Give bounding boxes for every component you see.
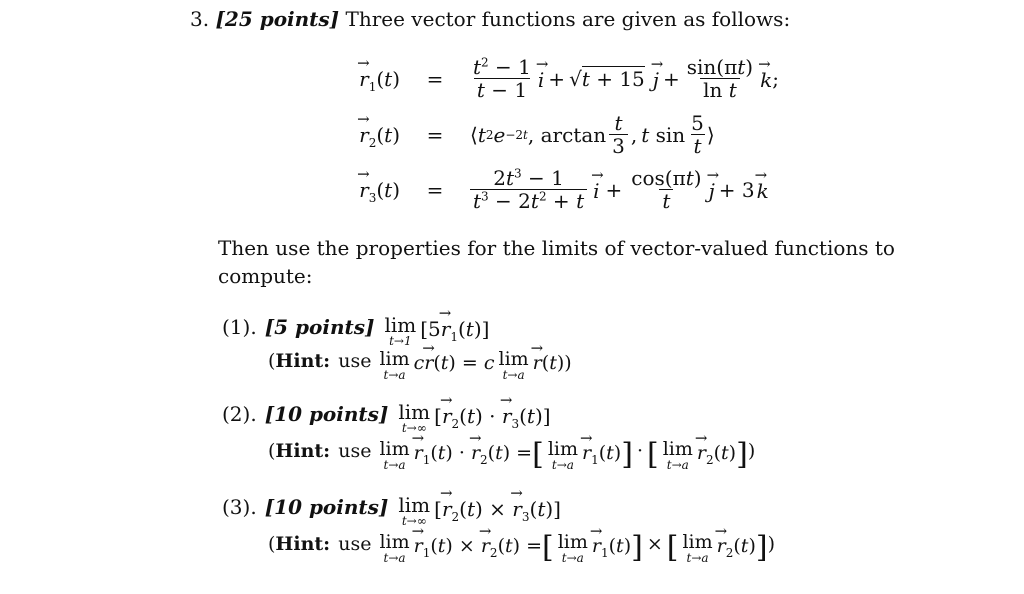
part-3-hint-label: Hint:	[275, 533, 331, 555]
part-1-hint-label: Hint:	[275, 350, 331, 372]
problem-number: 3.	[190, 7, 210, 31]
r3-lhs: → $r_3(t)$	[330, 176, 400, 205]
part-3-points: [10 points]	[264, 495, 389, 519]
equation-r2	[330, 108, 715, 162]
r2-rhs: ⟨ t 2 e −2t , arctan $\frac{t}{3}$ , t sin $\frac{5}{t}$ ⟩	[470, 111, 715, 158]
instruction-line2: compute:	[218, 264, 313, 288]
part-2-lim-sub: t→∞	[401, 421, 427, 435]
equation-r1	[330, 52, 779, 106]
part-2-label: (2).	[222, 402, 257, 426]
part-1-points: [5 points]	[264, 315, 375, 339]
r1-lhs: → $r_1(t)$	[330, 65, 400, 94]
equation-r3	[330, 163, 769, 217]
part-3-hint: ( Hint: use lim t→a → $r_1(t)$ × → $r_2(t)$ = [ lim t→a → $r_1(t)$ ] × [ lim t→a → $r_2(t)$ ] )	[268, 533, 775, 564]
instruction-line1: Then use the properties for the limits of vector-valued functions to	[218, 236, 895, 260]
part-2-question: (2). [10 points] lim t→∞ [→ $r_2(t)$ · → $r_3(t)$]	[222, 402, 551, 434]
part-3-question: (3). [10 points] lim t→∞ [→ $r_2(t)$ × → $r_3(t)$]	[222, 495, 561, 527]
part-2-hint: ( Hint: use lim t→a → $r_1(t)$ · → $r_2(t)$ = [ lim t→a → $r_1(t)$ ] · [ lim t→a → $r_2(t)$ ] )	[268, 440, 755, 471]
equals-sign: =	[426, 67, 444, 91]
part-1-lim-sub: t→1	[389, 334, 412, 348]
part-2-points: [10 points]	[264, 402, 389, 426]
part-2-hint-label: Hint:	[275, 440, 331, 462]
problem-header	[190, 7, 790, 31]
part-1-question: (1). [5 points] lim t→1 $[5\to r_1(t)]$	[222, 315, 489, 347]
equals-sign: =	[426, 178, 444, 202]
problem-intro: Three vector functions are given as follows:	[345, 7, 791, 31]
r2-lhs: → $r_2(t)$	[330, 121, 400, 150]
equals-sign: =	[426, 123, 444, 147]
r1-rhs: $\frac{t^2 - 1}{t - 1}$ → i + √t + 15 → j + $\frac{\sin(\pi t)}{\text{ln t}}$ → k ;	[470, 56, 779, 102]
problem-points: [25 points]	[215, 7, 340, 31]
part-1-hint: ( Hint: use lim t→a c→ r(t) = c lim t→a → r(t))	[268, 350, 572, 381]
part-3-lim-sub: t→∞	[401, 514, 427, 528]
r3-rhs: $\frac{2t^3 - 1}{t^3 - 2t^2 + t}$ → i + $\frac{\cos(\pi t)}{t}$ → j + 3 → k	[470, 167, 769, 213]
part-1-label: (1).	[222, 315, 257, 339]
part-3-label: (3).	[222, 495, 257, 519]
